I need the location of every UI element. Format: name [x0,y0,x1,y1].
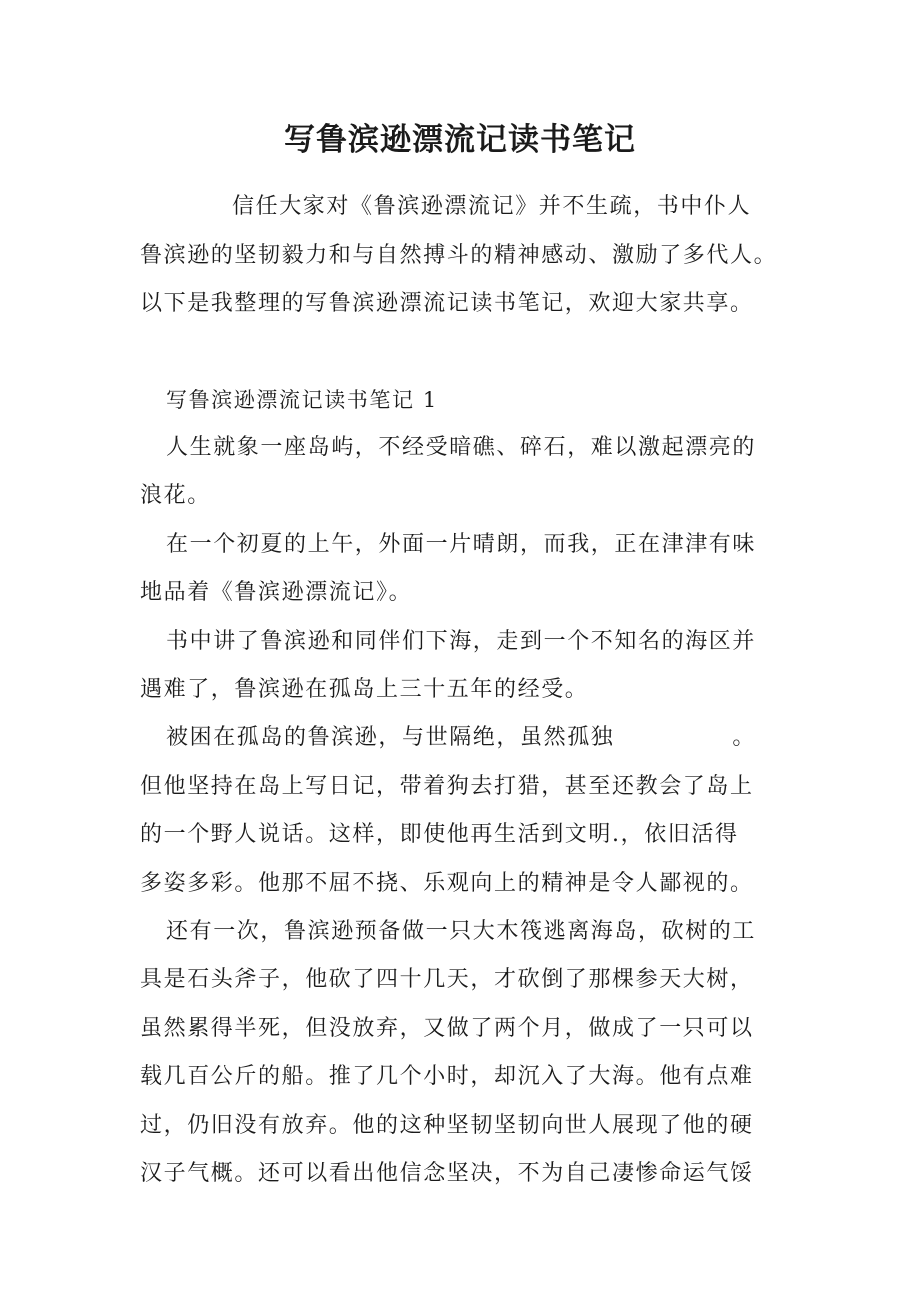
body-line: 具是石头斧子，他砍了四十几天，才砍倒了那棵参天大树， [140,967,754,992]
body-line: 还有一次，鲁滨逊预备做一只大木筏逃离海岛，砍树的工 [166,919,757,944]
intro-line: 鲁滨逊的坚韧毅力和与自然搏斗的精神感动、激励了多代人。 [140,243,778,268]
body-line: 但他坚持在岛上写日记，带着狗去打猎，甚至还教会了岛上 [140,774,754,799]
body-line: 遇难了，鲁滨逊在孤岛上三十五年的经受。 [140,677,589,702]
body-line: 人生就象一座岛屿，不经受暗礁、碎石，难以激起漂亮的 [166,435,757,460]
body-line: 汉子气概。还可以看出他信念坚决，不为自己凄惨命运气馁 [140,1161,754,1186]
section-heading: 写鲁滨逊漂流记读书笔记 1 [166,388,438,412]
document-title: 写鲁滨逊漂流记读书笔记 [284,122,636,158]
body-line: 载几百公斤的船。推了几个小时，却沉入了大海。他有点难 [140,1064,754,1089]
body-line: 地品着《鲁滨逊漂流记》。 [140,580,413,605]
intro-line: 以下是我整理的写鲁滨逊漂流记读书笔记，欢迎大家共享。 [140,291,754,316]
body-line: 浪花。 [140,483,211,508]
intro-line: 信任大家对《鲁滨逊漂流记》并不生疏，书中仆人 [232,194,752,219]
body-line: 在一个初夏的上午，外面一片晴朗，而我，正在津津有味 [166,532,757,557]
body-line: 的一个野人说话。这样，即使他再生活到文明.，依旧活得 [140,822,739,847]
body-line: 被困在孤岛的鲁滨逊，与世隔绝，虽然孤独 。 [166,725,757,750]
body-line: 过，仍旧没有放弃。他的这种坚韧坚韧向世人展现了他的硬 [140,1113,754,1138]
body-line: 多姿多彩。他那不屈不挠、乐观向上的精神是令人鄙视的。 [140,871,754,896]
body-line: 虽然累得半死，但没放弃，又做了两个月，做成了一只可以 [140,1016,754,1041]
body-line: 书中讲了鲁滨逊和同伴们下海，走到一个不知名的海区并 [166,629,757,654]
